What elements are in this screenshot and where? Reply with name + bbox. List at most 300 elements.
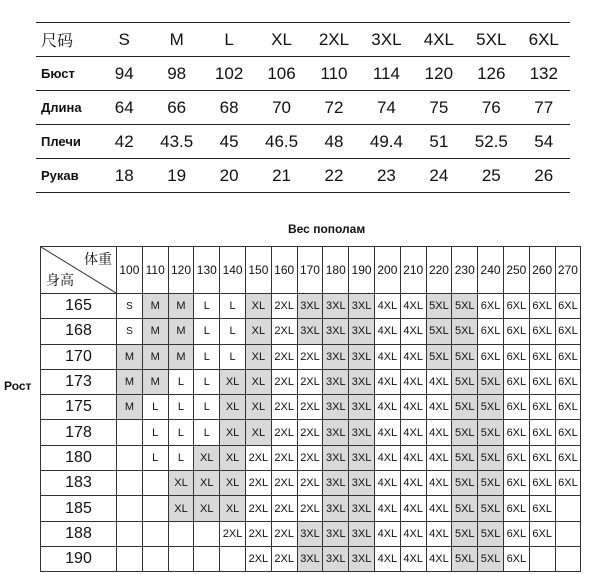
size-cell: 3XL	[349, 445, 375, 470]
size-cell: M	[168, 294, 194, 319]
size-cell: L	[168, 369, 194, 394]
size-measure-value: 114	[360, 57, 412, 91]
size-cell: XL	[245, 395, 271, 420]
size-cell: 4XL	[400, 369, 426, 394]
size-chart-table	[36, 22, 570, 193]
size-cell: 5XL	[452, 496, 478, 521]
size-cell: 3XL	[323, 521, 349, 546]
size-cell	[117, 521, 143, 546]
size-cell: 6XL	[529, 445, 555, 470]
size-cell: 3XL	[297, 319, 323, 344]
size-cell	[168, 521, 194, 546]
size-cell	[117, 546, 143, 571]
height-cell: 173	[41, 369, 117, 394]
size-cell: 5XL	[452, 445, 478, 470]
size-cell: L	[194, 294, 220, 319]
size-cell	[555, 521, 581, 546]
size-cell: 5XL	[452, 521, 478, 546]
size-cell: 3XL	[323, 420, 349, 445]
corner-weight-label: 体重	[84, 251, 112, 267]
height-cell: 188	[41, 521, 117, 546]
weight-header-cell: 190	[349, 247, 375, 294]
size-cell: 2XL	[297, 445, 323, 470]
size-measure-value: 23	[360, 159, 412, 193]
size-cell: 6XL	[529, 496, 555, 521]
size-measure-row	[36, 91, 570, 125]
size-header-row	[36, 23, 570, 57]
size-measure-value: 110	[308, 57, 360, 91]
size-cell: L	[168, 420, 194, 445]
size-cell: XL	[245, 319, 271, 344]
size-cell: M	[117, 344, 143, 369]
size-cell: 4XL	[400, 395, 426, 420]
size-cell: 3XL	[297, 294, 323, 319]
size-cell: 4XL	[400, 521, 426, 546]
size-cell: 6XL	[503, 319, 529, 344]
size-cell: 2XL	[271, 294, 297, 319]
size-measure-label: Длина	[36, 91, 98, 125]
size-cell: 2XL	[271, 496, 297, 521]
size-cell: 3XL	[323, 294, 349, 319]
size-measure-value: 22	[308, 159, 360, 193]
size-cell: XL	[194, 445, 220, 470]
size-cell: 4XL	[374, 420, 400, 445]
size-cell: 2XL	[297, 344, 323, 369]
size-cell: 5XL	[452, 344, 478, 369]
size-cell: 3XL	[297, 546, 323, 571]
size-cell: 2XL	[271, 445, 297, 470]
size-header-cell: S	[98, 23, 150, 57]
weight-header-cell: 130	[194, 247, 220, 294]
size-measure-value: 48	[308, 125, 360, 159]
size-measure-value: 74	[360, 91, 412, 125]
size-measure-value: 26	[518, 159, 571, 193]
height-caption: Рост	[4, 379, 32, 393]
size-header-label: 尺码	[36, 23, 98, 57]
size-cell: L	[220, 319, 246, 344]
size-cell: 6XL	[555, 344, 581, 369]
size-cell: XL	[220, 395, 246, 420]
size-measure-value: 98	[150, 57, 202, 91]
size-cell: 5XL	[478, 445, 504, 470]
size-cell: 5XL	[478, 521, 504, 546]
size-cell: 2XL	[271, 369, 297, 394]
size-measure-value: 21	[255, 159, 307, 193]
size-measure-row	[36, 159, 570, 193]
weight-header-cell: 200	[374, 247, 400, 294]
size-cell: L	[142, 445, 168, 470]
size-cell: M	[117, 395, 143, 420]
size-measure-value: 64	[98, 91, 150, 125]
size-cell: XL	[245, 369, 271, 394]
size-measure-value: 132	[518, 57, 571, 91]
size-cell: 5XL	[452, 294, 478, 319]
size-cell: M	[168, 344, 194, 369]
size-measure-label: Бюст	[36, 57, 98, 91]
size-cell: 3XL	[349, 546, 375, 571]
size-cell: M	[142, 294, 168, 319]
size-cell: 6XL	[555, 395, 581, 420]
weight-header-cell: 230	[452, 247, 478, 294]
size-cell: XL	[220, 369, 246, 394]
size-cell: 3XL	[349, 344, 375, 369]
size-cell: 3XL	[349, 319, 375, 344]
size-cell: 5XL	[426, 294, 452, 319]
size-cell: 5XL	[478, 420, 504, 445]
size-cell: 6XL	[555, 471, 581, 496]
size-cell: 5XL	[452, 395, 478, 420]
height-cell: 170	[41, 344, 117, 369]
size-cell: 4XL	[400, 445, 426, 470]
size-cell: 4XL	[426, 521, 452, 546]
size-cell: 5XL	[452, 546, 478, 571]
size-cell: 2XL	[245, 445, 271, 470]
size-cell: 4XL	[426, 395, 452, 420]
size-cell: 4XL	[400, 319, 426, 344]
size-cell: 6XL	[555, 369, 581, 394]
size-cell: XL	[168, 471, 194, 496]
size-cell: 2XL	[271, 471, 297, 496]
size-cell: 3XL	[349, 395, 375, 420]
size-measure-row	[36, 125, 570, 159]
size-measure-value: 76	[465, 91, 517, 125]
weight-header-cell: 140	[220, 247, 246, 294]
size-measure-value: 94	[98, 57, 150, 91]
size-cell: 6XL	[555, 445, 581, 470]
size-measure-value: 126	[465, 57, 517, 91]
size-cell: L	[194, 420, 220, 445]
size-cell: L	[220, 344, 246, 369]
size-measure-value: 43.5	[150, 125, 202, 159]
size-cell	[194, 521, 220, 546]
size-cell: 2XL	[220, 521, 246, 546]
size-cell: XL	[194, 496, 220, 521]
size-cell: 3XL	[323, 546, 349, 571]
size-measure-value: 54	[518, 125, 571, 159]
weight-header-cell: 240	[478, 247, 504, 294]
size-cell: XL	[245, 344, 271, 369]
size-cell: 3XL	[323, 369, 349, 394]
height-row	[41, 369, 581, 394]
size-cell: 5XL	[478, 546, 504, 571]
size-cell	[142, 496, 168, 521]
size-cell: 4XL	[426, 496, 452, 521]
height-cell: 175	[41, 395, 117, 420]
height-row	[41, 344, 581, 369]
height-row	[41, 420, 581, 445]
size-cell: 5XL	[478, 496, 504, 521]
size-measure-value: 51	[413, 125, 465, 159]
size-header-cell: L	[203, 23, 255, 57]
size-cell: 4XL	[400, 294, 426, 319]
size-cell: L	[194, 369, 220, 394]
height-cell: 168	[41, 319, 117, 344]
weight-header-cell: 250	[503, 247, 529, 294]
size-measure-value: 72	[308, 91, 360, 125]
size-measure-value: 24	[413, 159, 465, 193]
grid-corner-cell	[41, 247, 117, 294]
height-row	[41, 521, 581, 546]
size-measure-value: 19	[150, 159, 202, 193]
height-row	[41, 471, 581, 496]
size-cell: 6XL	[478, 319, 504, 344]
size-cell	[142, 471, 168, 496]
size-cell: 6XL	[529, 471, 555, 496]
size-cell: XL	[220, 496, 246, 521]
size-cell: 2XL	[271, 395, 297, 420]
size-cell: XL	[245, 294, 271, 319]
weight-header-cell: 110	[142, 247, 168, 294]
size-cell	[529, 546, 555, 571]
size-measure-value: 52.5	[465, 125, 517, 159]
size-cell: 6XL	[529, 344, 555, 369]
size-measure-value: 102	[203, 57, 255, 91]
size-cell: 6XL	[529, 319, 555, 344]
size-cell	[117, 420, 143, 445]
size-header-cell: M	[150, 23, 202, 57]
size-measure-value: 75	[413, 91, 465, 125]
size-cell: L	[168, 395, 194, 420]
size-measure-value: 46.5	[255, 125, 307, 159]
size-cell: 4XL	[400, 344, 426, 369]
size-cell: 2XL	[297, 420, 323, 445]
size-measure-value: 120	[413, 57, 465, 91]
size-cell: 5XL	[452, 319, 478, 344]
size-cell: 3XL	[323, 496, 349, 521]
height-cell: 183	[41, 471, 117, 496]
height-row	[41, 395, 581, 420]
height-cell: 165	[41, 294, 117, 319]
size-cell: XL	[220, 471, 246, 496]
size-measure-value: 18	[98, 159, 150, 193]
size-cell: 4XL	[374, 471, 400, 496]
size-cell: M	[117, 369, 143, 394]
size-cell: 3XL	[323, 395, 349, 420]
size-cell	[555, 496, 581, 521]
size-cell: M	[142, 344, 168, 369]
size-cell	[142, 521, 168, 546]
size-cell: 3XL	[349, 496, 375, 521]
size-measure-value: 68	[203, 91, 255, 125]
size-measure-value: 42	[98, 125, 150, 159]
size-cell: 2XL	[245, 496, 271, 521]
weight-header-cell: 270	[555, 247, 581, 294]
height-row	[41, 319, 581, 344]
size-cell: 6XL	[529, 369, 555, 394]
weight-header-cell: 260	[529, 247, 555, 294]
size-cell: 4XL	[426, 546, 452, 571]
size-cell: 5XL	[426, 319, 452, 344]
size-cell: 6XL	[529, 521, 555, 546]
size-cell: XL	[168, 496, 194, 521]
size-cell: L	[194, 319, 220, 344]
size-cell: L	[194, 344, 220, 369]
size-cell: 3XL	[297, 521, 323, 546]
height-row	[41, 496, 581, 521]
size-cell: 3XL	[349, 521, 375, 546]
size-cell: 5XL	[426, 344, 452, 369]
size-cell: L	[142, 395, 168, 420]
size-cell: L	[168, 445, 194, 470]
size-cell: 4XL	[400, 496, 426, 521]
size-cell: 2XL	[297, 471, 323, 496]
size-cell: 2XL	[245, 546, 271, 571]
size-measure-value: 25	[465, 159, 517, 193]
height-row	[41, 445, 581, 470]
size-cell: 2XL	[297, 395, 323, 420]
size-cell: 5XL	[452, 420, 478, 445]
size-cell: 2XL	[271, 319, 297, 344]
size-header-cell: 4XL	[413, 23, 465, 57]
size-cell: M	[168, 319, 194, 344]
size-cell: L	[194, 395, 220, 420]
size-cell: 4XL	[374, 395, 400, 420]
size-cell	[194, 546, 220, 571]
size-cell: 6XL	[555, 294, 581, 319]
size-cell: 6XL	[529, 294, 555, 319]
size-cell: 5XL	[452, 369, 478, 394]
size-cell: 3XL	[349, 369, 375, 394]
size-cell: 3XL	[349, 420, 375, 445]
size-measure-row	[36, 57, 570, 91]
size-cell: 4XL	[374, 546, 400, 571]
size-cell	[555, 546, 581, 571]
weight-header-cell: 100	[117, 247, 143, 294]
size-cell	[117, 471, 143, 496]
weight-header-cell: 220	[426, 247, 452, 294]
size-cell: 5XL	[478, 395, 504, 420]
size-cell: S	[117, 319, 143, 344]
size-cell: M	[142, 319, 168, 344]
height-row	[41, 294, 581, 319]
size-cell: L	[142, 420, 168, 445]
height-cell: 185	[41, 496, 117, 521]
size-cell	[220, 546, 246, 571]
size-cell: 2XL	[245, 471, 271, 496]
size-cell: 3XL	[323, 471, 349, 496]
height-row	[41, 546, 581, 571]
size-cell: 6XL	[503, 344, 529, 369]
size-cell: 4XL	[374, 294, 400, 319]
size-cell: 4XL	[400, 546, 426, 571]
size-cell: 4XL	[426, 445, 452, 470]
size-cell: 6XL	[555, 420, 581, 445]
size-measure-value: 70	[255, 91, 307, 125]
size-cell: 4XL	[374, 496, 400, 521]
size-cell: 2XL	[245, 521, 271, 546]
size-cell: 6XL	[503, 496, 529, 521]
height-cell: 178	[41, 420, 117, 445]
size-measure-label: Рукав	[36, 159, 98, 193]
size-measure-value: 45	[203, 125, 255, 159]
size-cell: XL	[194, 471, 220, 496]
size-measure-value: 49.4	[360, 125, 412, 159]
weight-header-cell: 170	[297, 247, 323, 294]
size-cell: 4XL	[426, 471, 452, 496]
size-measure-value: 77	[518, 91, 571, 125]
size-header-cell: 3XL	[360, 23, 412, 57]
weight-header-cell: 160	[271, 247, 297, 294]
size-header-cell: XL	[255, 23, 307, 57]
size-cell: 6XL	[503, 445, 529, 470]
size-header-cell: 2XL	[308, 23, 360, 57]
weight-header-cell: 210	[400, 247, 426, 294]
size-cell: 5XL	[478, 471, 504, 496]
size-cell: 6XL	[555, 319, 581, 344]
size-cell: 6XL	[503, 294, 529, 319]
size-cell: XL	[220, 445, 246, 470]
size-cell: 6XL	[478, 294, 504, 319]
size-cell: 3XL	[323, 319, 349, 344]
height-weight-grid	[40, 246, 581, 572]
size-cell: M	[142, 369, 168, 394]
size-cell	[168, 546, 194, 571]
corner-height-label: 身高	[46, 272, 74, 288]
size-cell: 6XL	[503, 471, 529, 496]
size-measure-label: Плечи	[36, 125, 98, 159]
size-cell: XL	[245, 420, 271, 445]
size-header-cell: 5XL	[465, 23, 517, 57]
weight-caption: Вес пополам	[288, 222, 366, 236]
size-cell: 4XL	[374, 319, 400, 344]
height-cell: 180	[41, 445, 117, 470]
size-cell: 4XL	[400, 420, 426, 445]
size-cell: 3XL	[323, 344, 349, 369]
size-cell: 4XL	[400, 471, 426, 496]
size-cell: 6XL	[503, 395, 529, 420]
size-cell: 2XL	[271, 344, 297, 369]
size-cell: 3XL	[323, 445, 349, 470]
size-cell: 5XL	[452, 471, 478, 496]
size-cell: 2XL	[271, 420, 297, 445]
weight-header-row	[41, 247, 581, 294]
size-cell: 3XL	[349, 294, 375, 319]
size-cell	[142, 546, 168, 571]
size-cell: 2XL	[271, 521, 297, 546]
size-cell: S	[117, 294, 143, 319]
size-cell: 4XL	[374, 369, 400, 394]
size-cell: 6XL	[503, 369, 529, 394]
size-cell: 2XL	[271, 546, 297, 571]
size-cell: 6XL	[478, 344, 504, 369]
weight-header-cell: 150	[245, 247, 271, 294]
size-cell	[117, 496, 143, 521]
size-cell: 4XL	[426, 420, 452, 445]
size-cell: XL	[220, 420, 246, 445]
size-cell: 6XL	[503, 546, 529, 571]
size-cell	[117, 445, 143, 470]
size-cell: 4XL	[374, 521, 400, 546]
size-measure-value: 66	[150, 91, 202, 125]
size-cell: 5XL	[478, 369, 504, 394]
size-cell: 2XL	[297, 369, 323, 394]
size-cell: 2XL	[297, 496, 323, 521]
size-measure-value: 20	[203, 159, 255, 193]
weight-header-cell: 180	[323, 247, 349, 294]
size-cell: 4XL	[426, 369, 452, 394]
size-cell: 4XL	[374, 344, 400, 369]
size-cell: 6XL	[503, 521, 529, 546]
weight-header-cell: 120	[168, 247, 194, 294]
size-header-cell: 6XL	[518, 23, 571, 57]
size-cell: L	[220, 294, 246, 319]
size-cell: 6XL	[529, 420, 555, 445]
size-measure-value: 106	[255, 57, 307, 91]
height-cell: 190	[41, 546, 117, 571]
size-cell: 6XL	[503, 420, 529, 445]
size-cell: 6XL	[529, 395, 555, 420]
size-cell: 4XL	[374, 445, 400, 470]
